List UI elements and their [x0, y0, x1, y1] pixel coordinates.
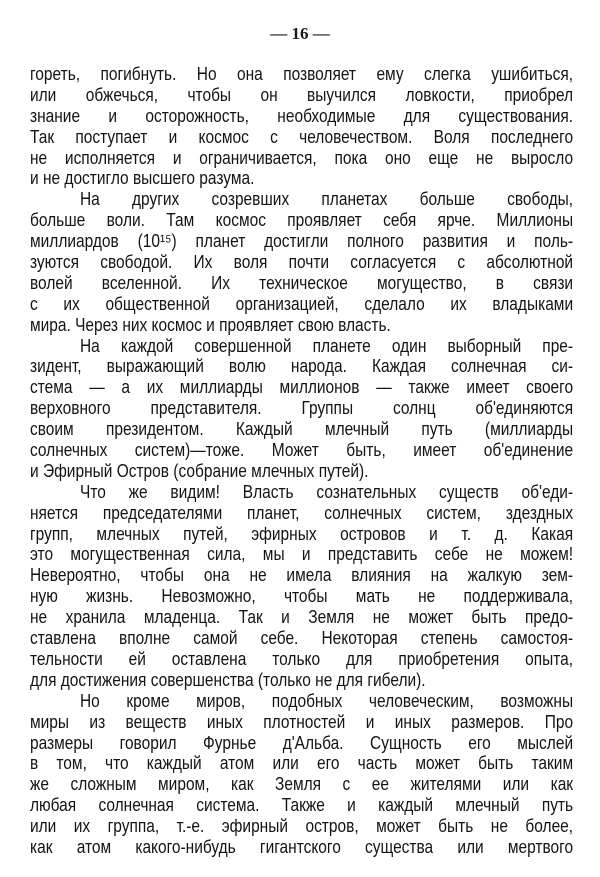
text-line: не хранила младенца. Так и Земля не может быть предо- — [30, 607, 574, 628]
text-line: волей вселенной. Их техническое могущество, в связи — [30, 272, 574, 293]
text-line: ную жизнь. Невозможно, чтобы мать не поддерживала, — [30, 586, 574, 607]
text-line: На других созревших планетах больше свободы, — [80, 189, 574, 210]
text-line: и Эфирный Остров (собрание млечных путей). — [30, 460, 369, 481]
paragraph-3 — [30, 336, 573, 482]
text-line: не исполняется и ограничивается, пока оно еще не выросло — [30, 147, 574, 168]
text-line: зидент, выражающий волю народа. Каждая солнечная си- — [30, 356, 574, 377]
text-line: любая солнечная система. Также и каждый млечный путь — [30, 795, 574, 816]
text-line: миры из веществ иных плотностей и иных размеров. Про — [30, 711, 574, 732]
text-line: же сложным миром, как Земля с ее жителями или как — [30, 774, 574, 795]
text-line: Невероятно, чтобы она не имела влияния на жалкую зем- — [30, 565, 574, 586]
text-line: солнечных систем)—тоже. Может быть, имеет об'единение — [30, 440, 574, 461]
text-line: миллиардов (10¹⁵) планет достигли полного развития и поль- — [30, 231, 574, 252]
text-line: или их группа, т.-е. эфирный остров, может быть не более, — [30, 816, 574, 837]
text-line: размеры говорил Фурнье д'Альба. Сущность его мыслей — [30, 732, 574, 753]
text-line: своим президентом. Каждый млечный путь (миллиарды — [30, 419, 574, 440]
paragraph-1 — [30, 64, 573, 189]
paragraph-5 — [30, 691, 573, 858]
paragraph-2 — [30, 189, 573, 335]
text-line: или обжечься, чтобы он выучился ловкости, приобрел — [30, 84, 574, 105]
text-line: Но кроме миров, подобных человеческим, возможны — [80, 690, 574, 711]
text-line: верховного представителя. Группы солнц об'единяются — [30, 398, 574, 419]
text-line: как атом какого-нибудь гигантского существа или мертвого — [30, 836, 574, 857]
text-line: групп, млечных путей, эфирных островов и т. д. Какая — [30, 523, 574, 544]
text-line: и не достигло высшего разума. — [30, 168, 255, 189]
text-line: мира. Через них космос и проявляет свою власть. — [30, 314, 391, 335]
text-line: для достижения совершенства (только не для гибели). — [30, 669, 426, 690]
text-line: гореть, погибнуть. Но она позволяет ему слегка ушибиться, — [30, 64, 574, 84]
text-line: Так поступает и космос с человечеством. Воля последнего — [30, 126, 574, 147]
text-line: ставлена вполне самой себе. Некоторая степень самостоя- — [30, 628, 574, 649]
text-line: знание и осторожность, необходимые для существования. — [30, 105, 574, 126]
text-line: няется председателями планет, солнечных систем, здездных — [30, 502, 574, 523]
text-line: зуются свободой. Их воля почти согласуется с абсолютной — [30, 252, 574, 273]
page-number: — 16 — — [270, 24, 330, 43]
body-text — [30, 64, 573, 858]
text-line: стема — а их миллиарды миллионов — также имеет своего — [30, 377, 574, 398]
text-line: больше воли. Там космос проявляет себя ярче. Миллионы — [30, 210, 574, 231]
text-line: с их общественной организацией, сделало их владыками — [30, 293, 574, 314]
text-line: тельности ей оставлена только для приобретения опыта, — [30, 648, 574, 669]
text-line: Что же видим! Власть сознательных существ об'еди- — [80, 481, 574, 502]
paragraph-4 — [30, 482, 573, 691]
text-line: в том, что каждый атом или его часть может быть таким — [30, 753, 574, 774]
text-line: На каждой совершенной планете один выборный пре- — [80, 335, 574, 356]
text-line: это могущественная сила, мы и представить себе не можем! — [30, 544, 574, 565]
